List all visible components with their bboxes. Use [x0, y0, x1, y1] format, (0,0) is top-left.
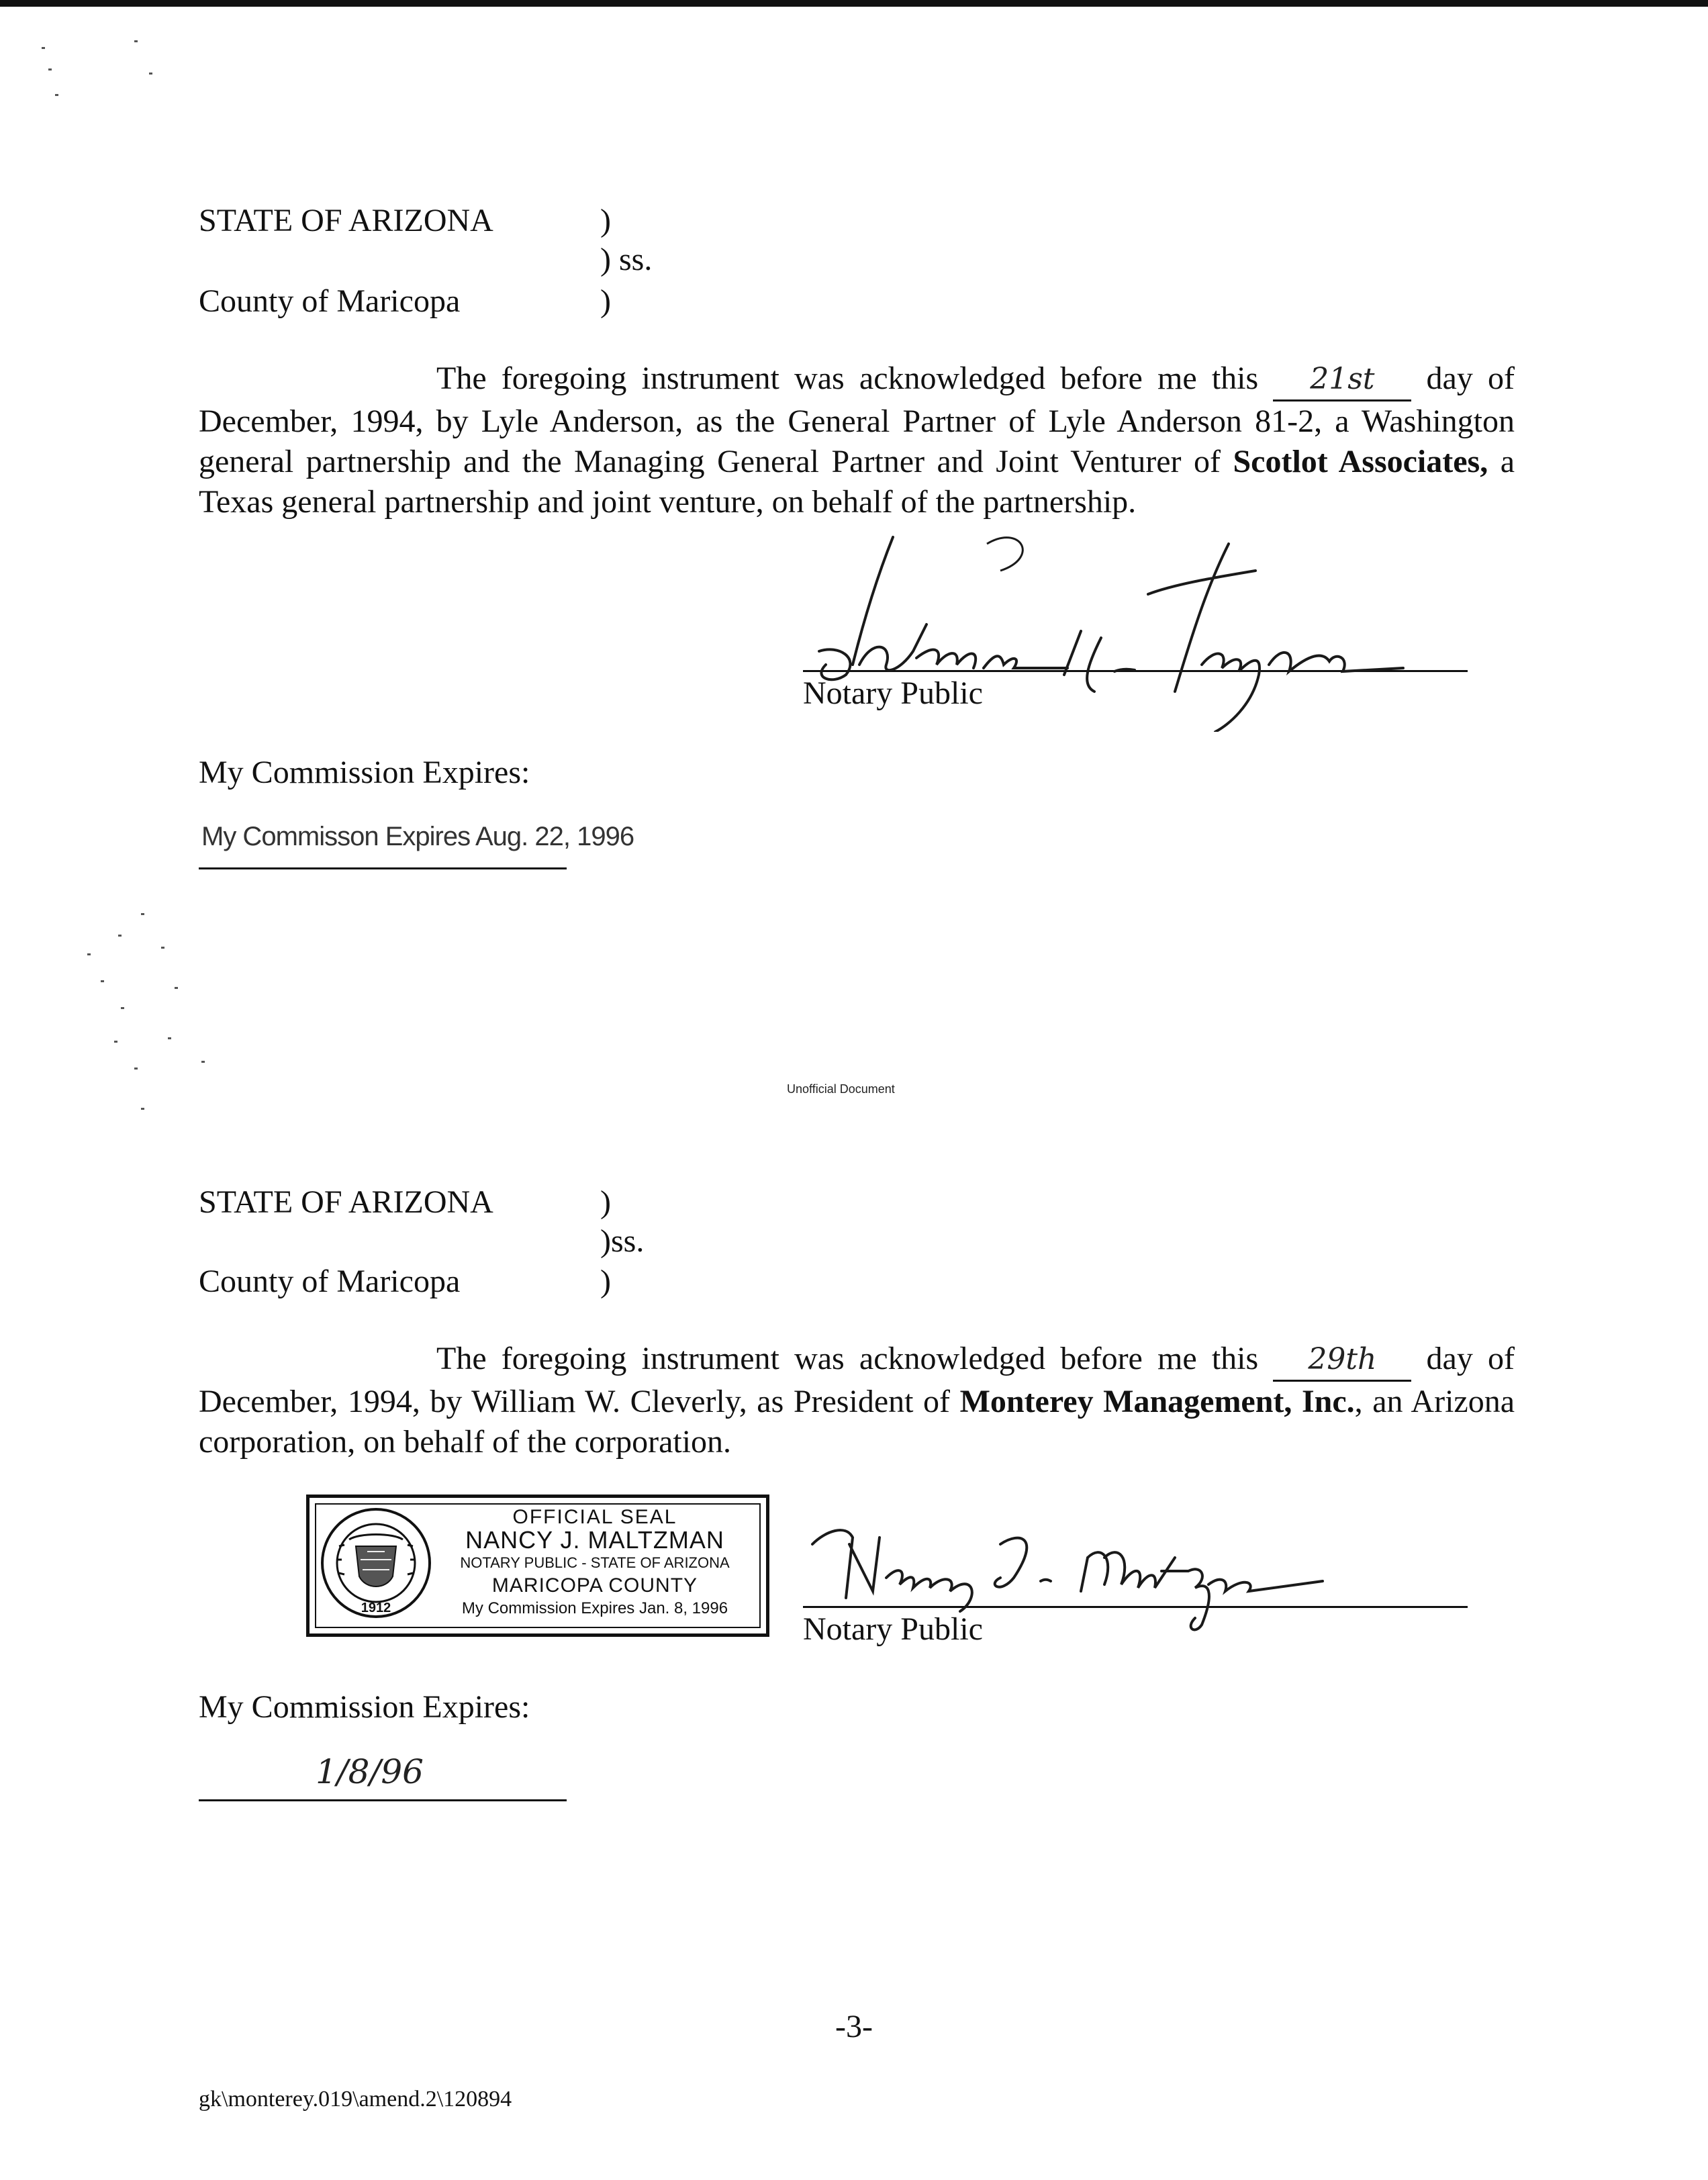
acknowledgment-paragraph: [199, 1339, 1515, 1462]
state-heading: STATE OF ARIZONA: [199, 203, 493, 238]
page-number: -3-: [835, 2009, 873, 2044]
venue-ss: )ss.: [600, 1223, 645, 1259]
notary-seal-stamp: [306, 1495, 769, 1637]
day-blank: [1273, 1339, 1411, 1382]
notary-public-label: Notary Public: [803, 675, 983, 711]
venue-bracket: ): [600, 1264, 611, 1299]
seal-commission: My Commission Expires Jan. 8, 1996: [461, 1599, 728, 1617]
acknowledgment-paragraph: [199, 359, 1515, 522]
party-name: Scotlot Associates,: [1233, 444, 1488, 479]
party-name: Monterey Management, Inc.: [959, 1384, 1355, 1419]
day-blank: [1273, 359, 1411, 401]
seal-line: MARICOPA COUNTY: [491, 1574, 698, 1597]
acknowledgment-lead: The foregoing instrument was acknowledged before me this: [436, 361, 1259, 396]
seal-line: NOTARY PUBLIC - STATE OF ARIZONA: [460, 1554, 730, 1571]
day-handwritten: 29th: [1308, 1342, 1377, 1376]
venue-bracket: ): [600, 283, 611, 319]
county-heading: County of Maricopa: [199, 1264, 461, 1299]
seal-text: [444, 1506, 746, 1620]
document-path-footer: gk\monterey.019\amend.2\120894: [199, 2087, 512, 2112]
acknowledgment-tail: , an Arizona corporation, on behalf of the corporation.: [199, 1384, 1515, 1460]
commission-expires-handwritten: 1/8/96: [316, 1752, 424, 1791]
acknowledgment-lead: The foregoing instrument was acknowledged before me this: [436, 1341, 1259, 1376]
notary-public-label: Notary Public: [803, 1611, 983, 1647]
state-heading: STATE OF ARIZONA: [199, 1184, 493, 1220]
commission-expires-label: My Commission Expires:: [199, 755, 530, 790]
day-handwritten: 21st: [1310, 362, 1375, 396]
venue-bracket: ): [600, 1184, 611, 1220]
scan-top-edge: [0, 0, 1708, 7]
county-heading: County of Maricopa: [199, 283, 461, 319]
acknowledgment-body: day of December, 1994, by Lyle Anderson, as the General Partner of Lyle Anderson 81-2, a Washington general partnership and the Managing General Partner and Joint Venturer of: [199, 361, 1515, 479]
seal-line: OFFICIAL SEAL: [512, 1506, 677, 1528]
acknowledgment-body: day of December, 1994, by William W. Cleverly, as President of: [199, 1341, 1515, 1419]
commission-line: [199, 1799, 567, 1801]
arizona-seal-emblem: [319, 1506, 433, 1620]
unofficial-watermark: Unofficial Document: [787, 1082, 895, 1096]
commission-expires-stamp: My Commisson Expires Aug. 22, 1996: [201, 822, 634, 851]
seal-year: 1912: [361, 1601, 391, 1615]
acknowledgment-tail: a Texas general partnership and joint venture, on behalf of the partnership.: [199, 444, 1515, 520]
commission-line: [199, 867, 567, 869]
venue-bracket: ): [600, 203, 611, 238]
commission-expires-label: My Commission Expires:: [199, 1689, 530, 1725]
venue-ss: ) ss.: [600, 242, 653, 277]
seal-notary-name: NANCY J. MALTZMAN: [465, 1526, 724, 1554]
